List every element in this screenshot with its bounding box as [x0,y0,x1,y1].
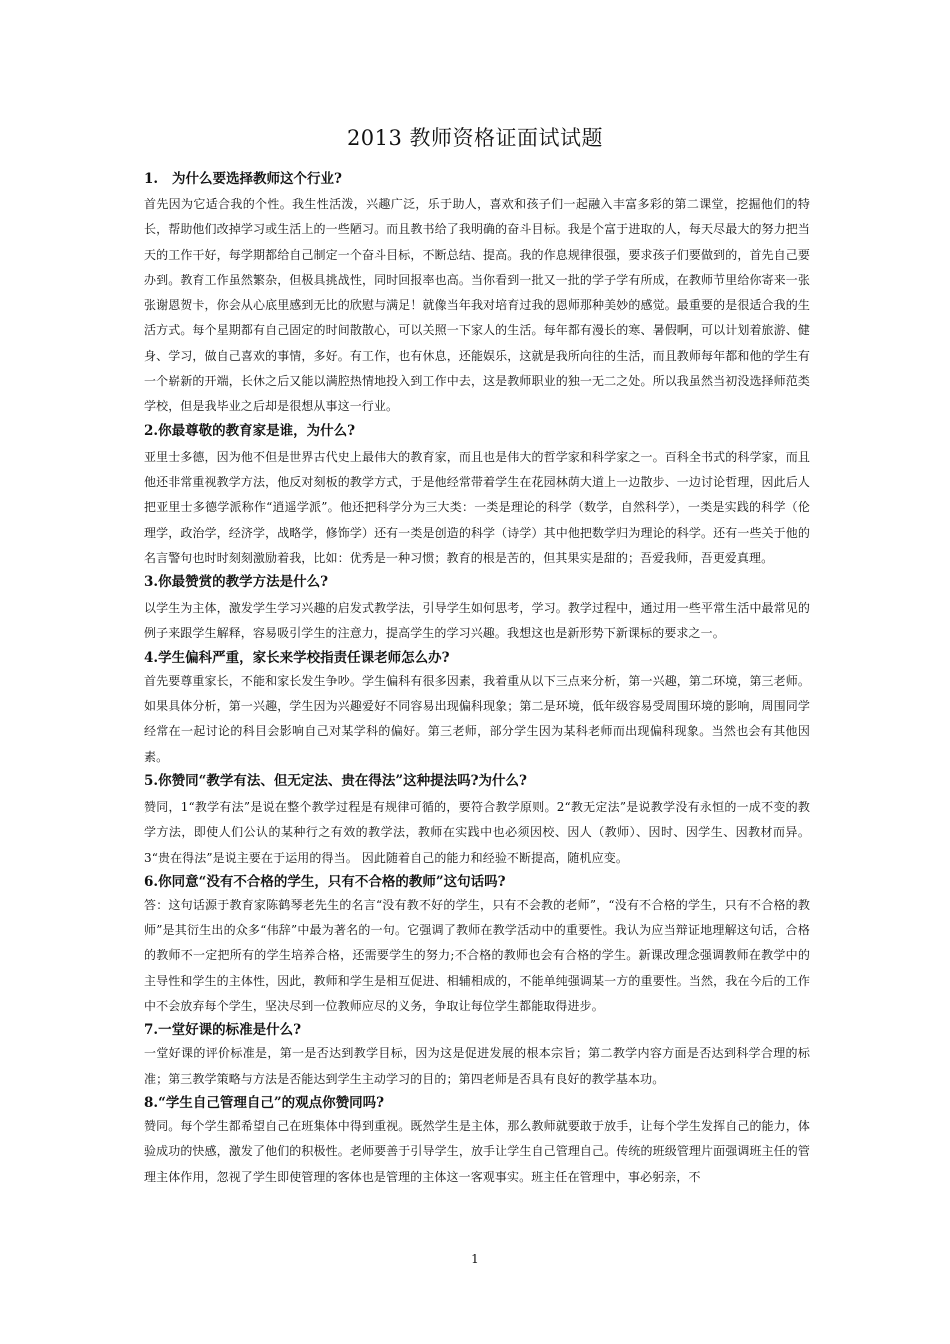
answer-paragraph: 以学生为主体，激发学生学习兴趣的启发式教学法，引导学生如何思考，学习。教学过程中，通过用一些平常生活中最常见的例子来跟学生解释，容易吸引学生的注意力，提高学生的学习兴趣。我想这也是新形势下新课标的要求之一。 [144,601,810,641]
question-heading: 7.一堂好课的标准是什么? [144,1022,302,1039]
answer-paragraph: 一堂好课的评价标准是，第一是否达到教学目标，因为这是促进发展的根本宗旨；第二教学内容方面是否达到科学合理的标准；第三教学策略与方法是否能达到学生主动学习的目的；第四老师是否具有良好的教学基本功。 [144,1046,810,1086]
question-heading: 2.你最尊敬的教育家是谁，为什么? [144,422,356,439]
question-number: 1. [144,171,159,187]
question-heading: 8.“学生自己管理自己”的观点你赞同吗? [144,1094,385,1111]
document-title: 2013 教师资格证面试试题 [346,126,604,150]
question-heading: 5.你赞同“教学有法、但无定法、贵在得法”这种提法吗?为什么? [144,772,527,789]
question-heading: 4.学生偏科严重，家长来学校指责任课老师怎么办? [144,649,450,666]
question-text: 为什么要选择教师这个行业? [172,171,342,187]
question-heading: 6.你同意“没有不合格的学生，只有不合格的教师”这句话吗? [144,873,506,890]
document-body [144,168,810,1190]
answer-paragraph: 赞同。每个学生都希望自己在班集体中得到重视。既然学生是主体，那么教师就要敢于放手，让每个学生发挥自己的能力，体验成功的快感，激发了他们的积极性。老师要善于引导学生，放手让学生自己管理自己。传统的班级管理片面强调班主任的管理主体作用，忽视了学生即使管理的客体也是管理的主体这一客观事实。班主任在管理中，事必躬亲，不 [144,1118,810,1184]
page-number: 1 [471,1252,479,1266]
answer-paragraph: 首先要尊重家长，不能和家长发生争吵。学生偏科有很多因素，我着重从以下三点来分析，第一兴趣，第二环境，第三老师。如果具体分析，第一兴趣，学生因为兴趣爱好不同容易出现偏科现象；第二是环境，低年级容易受周围环境的影响，周围同学经常在一起讨论的科目会影响自己对某学科的偏好。第三老师，部分学生因为某科老师而出现偏科现象。当然也会有其他因素。 [144,673,810,764]
question-heading [144,168,810,190]
question-heading: 3.你最赞赏的教学方法是什么? [144,574,329,591]
answer-paragraph: 首先因为它适合我的个性。我生性活泼，兴趣广泛，乐于助人，喜欢和孩子们一起融入丰富多彩的第二课堂，挖掘他们的特长，帮助他们改掉学习或生活上的一些陋习。而且教书给了我明确的奋斗目标。我是个富于进取的人，每天尽最大的努力把当天的工作干好，每学期都给自己制定一个奋斗目标，不断总结、提高。我的作息规律很强，要求孩子们要做到的，首先自己要办到。教育工作虽然繁杂，但极具挑战性，同时回报率也高。当你看到一批又一批的学子学有所成，在教师节里给你寄来一张张谢恩贺卡，你会从心底里感到无比的欣慰与满足！就像当年我对培育过我的恩师那种美妙的感觉。最重要的是很适合我的生活方式。每个星期都有自己固定的时间散散心，可以关照一下家人的生活。每年都有漫长的寒、暑假啊，可以计划着旅游、健身、学习，做自己喜欢的事情，多好。有工作，也有休息，还能娱乐，这就是我所向往的生活，而且教师每年都和他的学生有一个崭新的开端，长休之后又能以满腔热情地投入到工作中去，这是教师职业的独一无二之处。所以我虽然当初没选择师范类学校，但是我毕业之后却是很想从事这一行业。 [144,197,810,414]
answer-paragraph: 亚里士多德，因为他不但是世界古代史上最伟大的教育家，而且也是伟大的哲学家和科学家之一。百科全书式的科学家，而且他还非常重视教学方法，他反对刻板的教学方式，于是他经常带着学生在花园林荫大道上一边散步、一边讨论哲理，因此后人把亚里士多德学派称作“逍遥学派”。他还把科学分为三大类：一类是理论的科学（数学，自然科学），一类是实践的科学（伦理学，政治学，经济学，战略学，修饰学）还有一类是创造的科学（诗学）其中他把数学归为理论的科学。还有一些关于他的名言警句也时时刻刻激励着我，比如：优秀是一种习惯；教育的根是苦的，但其果实是甜的；吾爱我师，吾更爱真理。 [144,449,810,565]
answer-paragraph: 答：这句话源于教育家陈鹤琴老先生的名言“没有教不好的学生，只有不会教的老师”，“没有不合格的学生，只有不合格的教师”是其衍生出的众多“伟辞”中最为著名的一句。它强调了教师在教学活动中的重要性。我认为应当辩证地理解这句话，合格的教师不一定把所有的学生培养合格，还需要学生的努力;不合格的教师也会有合格的学生。新课改理念强调教师在教学中的主导性和学生的主体性，因此，教师和学生是相互促进、相辅相成的，不能单纯强调某一方的重要性。当然，我在今后的工作中不会放弃每个学生，坚决尽到一位教师应尽的义务，争取让每位学生都能取得进步。 [144,897,810,1014]
answer-paragraph: 赞同，1“教学有法”是说在整个教学过程是有规律可循的，要符合教学原则。2“教无定法”是说教学没有永恒的一成不变的教学方法，即使人们公认的某种行之有效的教学法，教师在实践中也必须因校、因人（教师）、因时、因学生、因教材而异。3“贵在得法”是说主要在于运用的得当。 因此随着自己的能力和经验不断提高，随机应变。 [144,799,810,865]
